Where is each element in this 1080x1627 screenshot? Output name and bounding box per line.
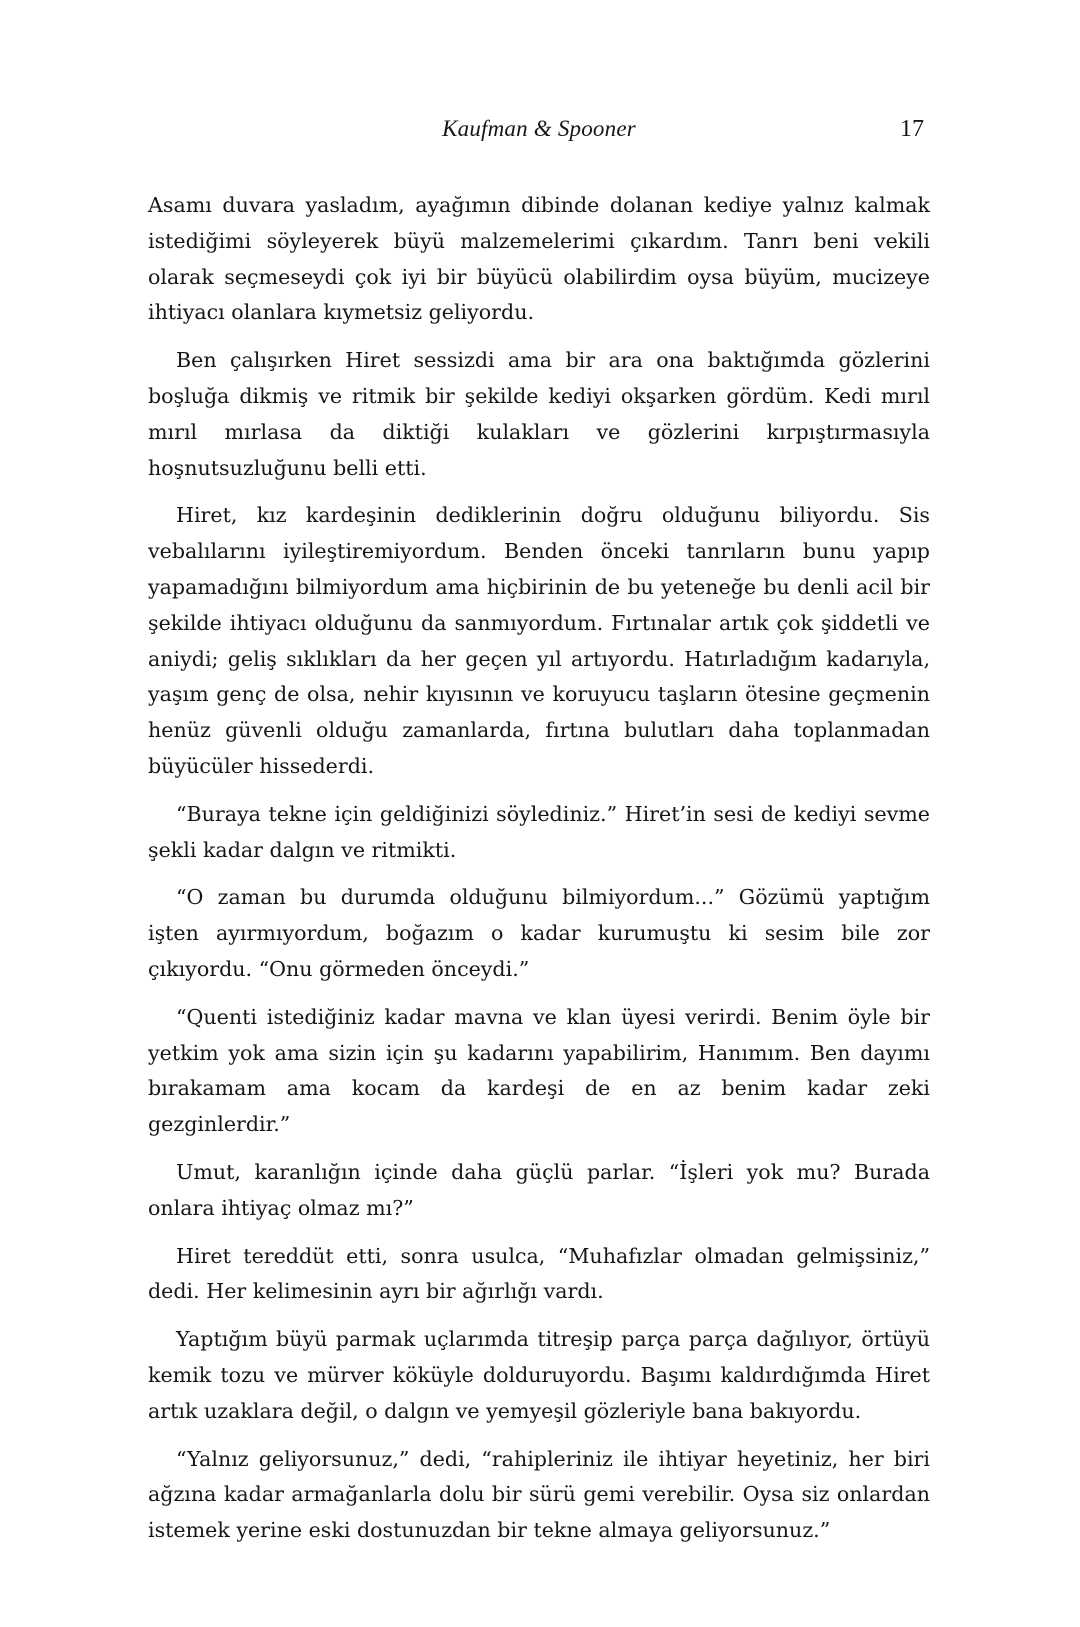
book-page (148, 0, 930, 1627)
running-head (148, 116, 930, 146)
paragraph: “Yalnız geliyorsunuz,” dedi, “rahipleriniz ile ihtiyar heyetiniz, her biri ağzına kadar armağanlarla dolu bir sürü gemi verebilir. Oysa siz onlardan istemek yerine eski dostunuzdan bir tekne almaya geliyorsunuz.” (148, 1446, 930, 1543)
paragraph: Yaptığım büyü parmak uçlarımda titreşip parça parça dağılıyor, örtüyü kemik tozu ve mürver köküyle dolduruyordu. Başımı kaldırdığımda Hiret artık uzaklara değil, o dalgın ve yemyeşil gözleriyle bana bakıyordu. (148, 1327, 930, 1423)
running-title: Kaufman & Spooner (442, 116, 636, 141)
paragraph: “O zaman bu durumda olduğunu bilmiyordum...” Gözümü yaptığım işten ayırmıyordum, boğazım o kadar kurumuştu ki sesim bile zor çıkıyordu. “Onu görmeden önceydi.” (148, 885, 930, 981)
paragraph: Hiret tereddüt etti, sonra usulca, “Muhafızlar olmadan gelmişsiniz,” dedi. Her kelimesinin ayrı bir ağırlığı vardı. (148, 1243, 930, 1304)
paragraph: Hiret, kız kardeşinin dediklerinin doğru olduğunu biliyordu. Sis vebalılarını iyileştiremiyordum. Benden önceki tanrıların bunu yapıp yapamadığını bilmiyordum ama hiçbirinin de bu yeteneğe bu denli acil bir şekilde ihtiyacı olduğunu da sanmıyordum. Fırtınalar artık çok şiddetli ve aniydi; geliş sıklıkları da her geçen yıl artıyordu. Hatırladığım kadarıyla, yaşım genç de olsa, nehir kıyısının ve koruyucu taşların ötesine geçmenin henüz güvenli olduğu zamanlarda, fırtına bulutları daha toplanmadan büyücüler hissederdi. (148, 503, 930, 778)
text-body (148, 188, 930, 1561)
paragraph: Asamı duvara yasladım, ayağımın dibinde dolanan kediye yalnız kalmak istediğimi söyleyerek büyü malzemelerimi çıkardım. Tanrı beni vekili olarak seçmeseydi çok iyi bir büyücü olabilirdim oysa büyüm, mucizeye ihtiyacı olanlara kıymetsiz geliyordu. (148, 193, 930, 325)
paragraph: “Buraya tekne için geldiğinizi söylediniz.” Hiret’in sesi de kediyi sevme şekli kadar dalgın ve ritmikti. (148, 801, 930, 862)
paragraph: “Quenti istediğiniz kadar mavna ve klan üyesi verirdi. Benim öyle bir yetkim yok ama sizin için şu kadarını yapabilirim, Hanımım. Ben dayımı bırakamam ama kocam da kardeşi de en az benim kadar zeki gezginlerdir.” (148, 1004, 930, 1137)
page-number: 17 (900, 116, 924, 142)
paragraph: Umut, karanlığın içinde daha güçlü parlar. “İşleri yok mu? Burada onlara ihtiyaç olmaz mı?” (148, 1159, 930, 1220)
paragraph: Ben çalışırken Hiret sessizdi ama bir ara ona baktığımda gözlerini boşluğa dikmiş ve ritmik bir şekilde kediyi okşarken gördüm. Kedi mırıl mırıl mırlasa da diktiği kulakları ve gözlerini kırpıştırmasıyla hoşnutsuzluğunu belli etti. (148, 348, 930, 480)
